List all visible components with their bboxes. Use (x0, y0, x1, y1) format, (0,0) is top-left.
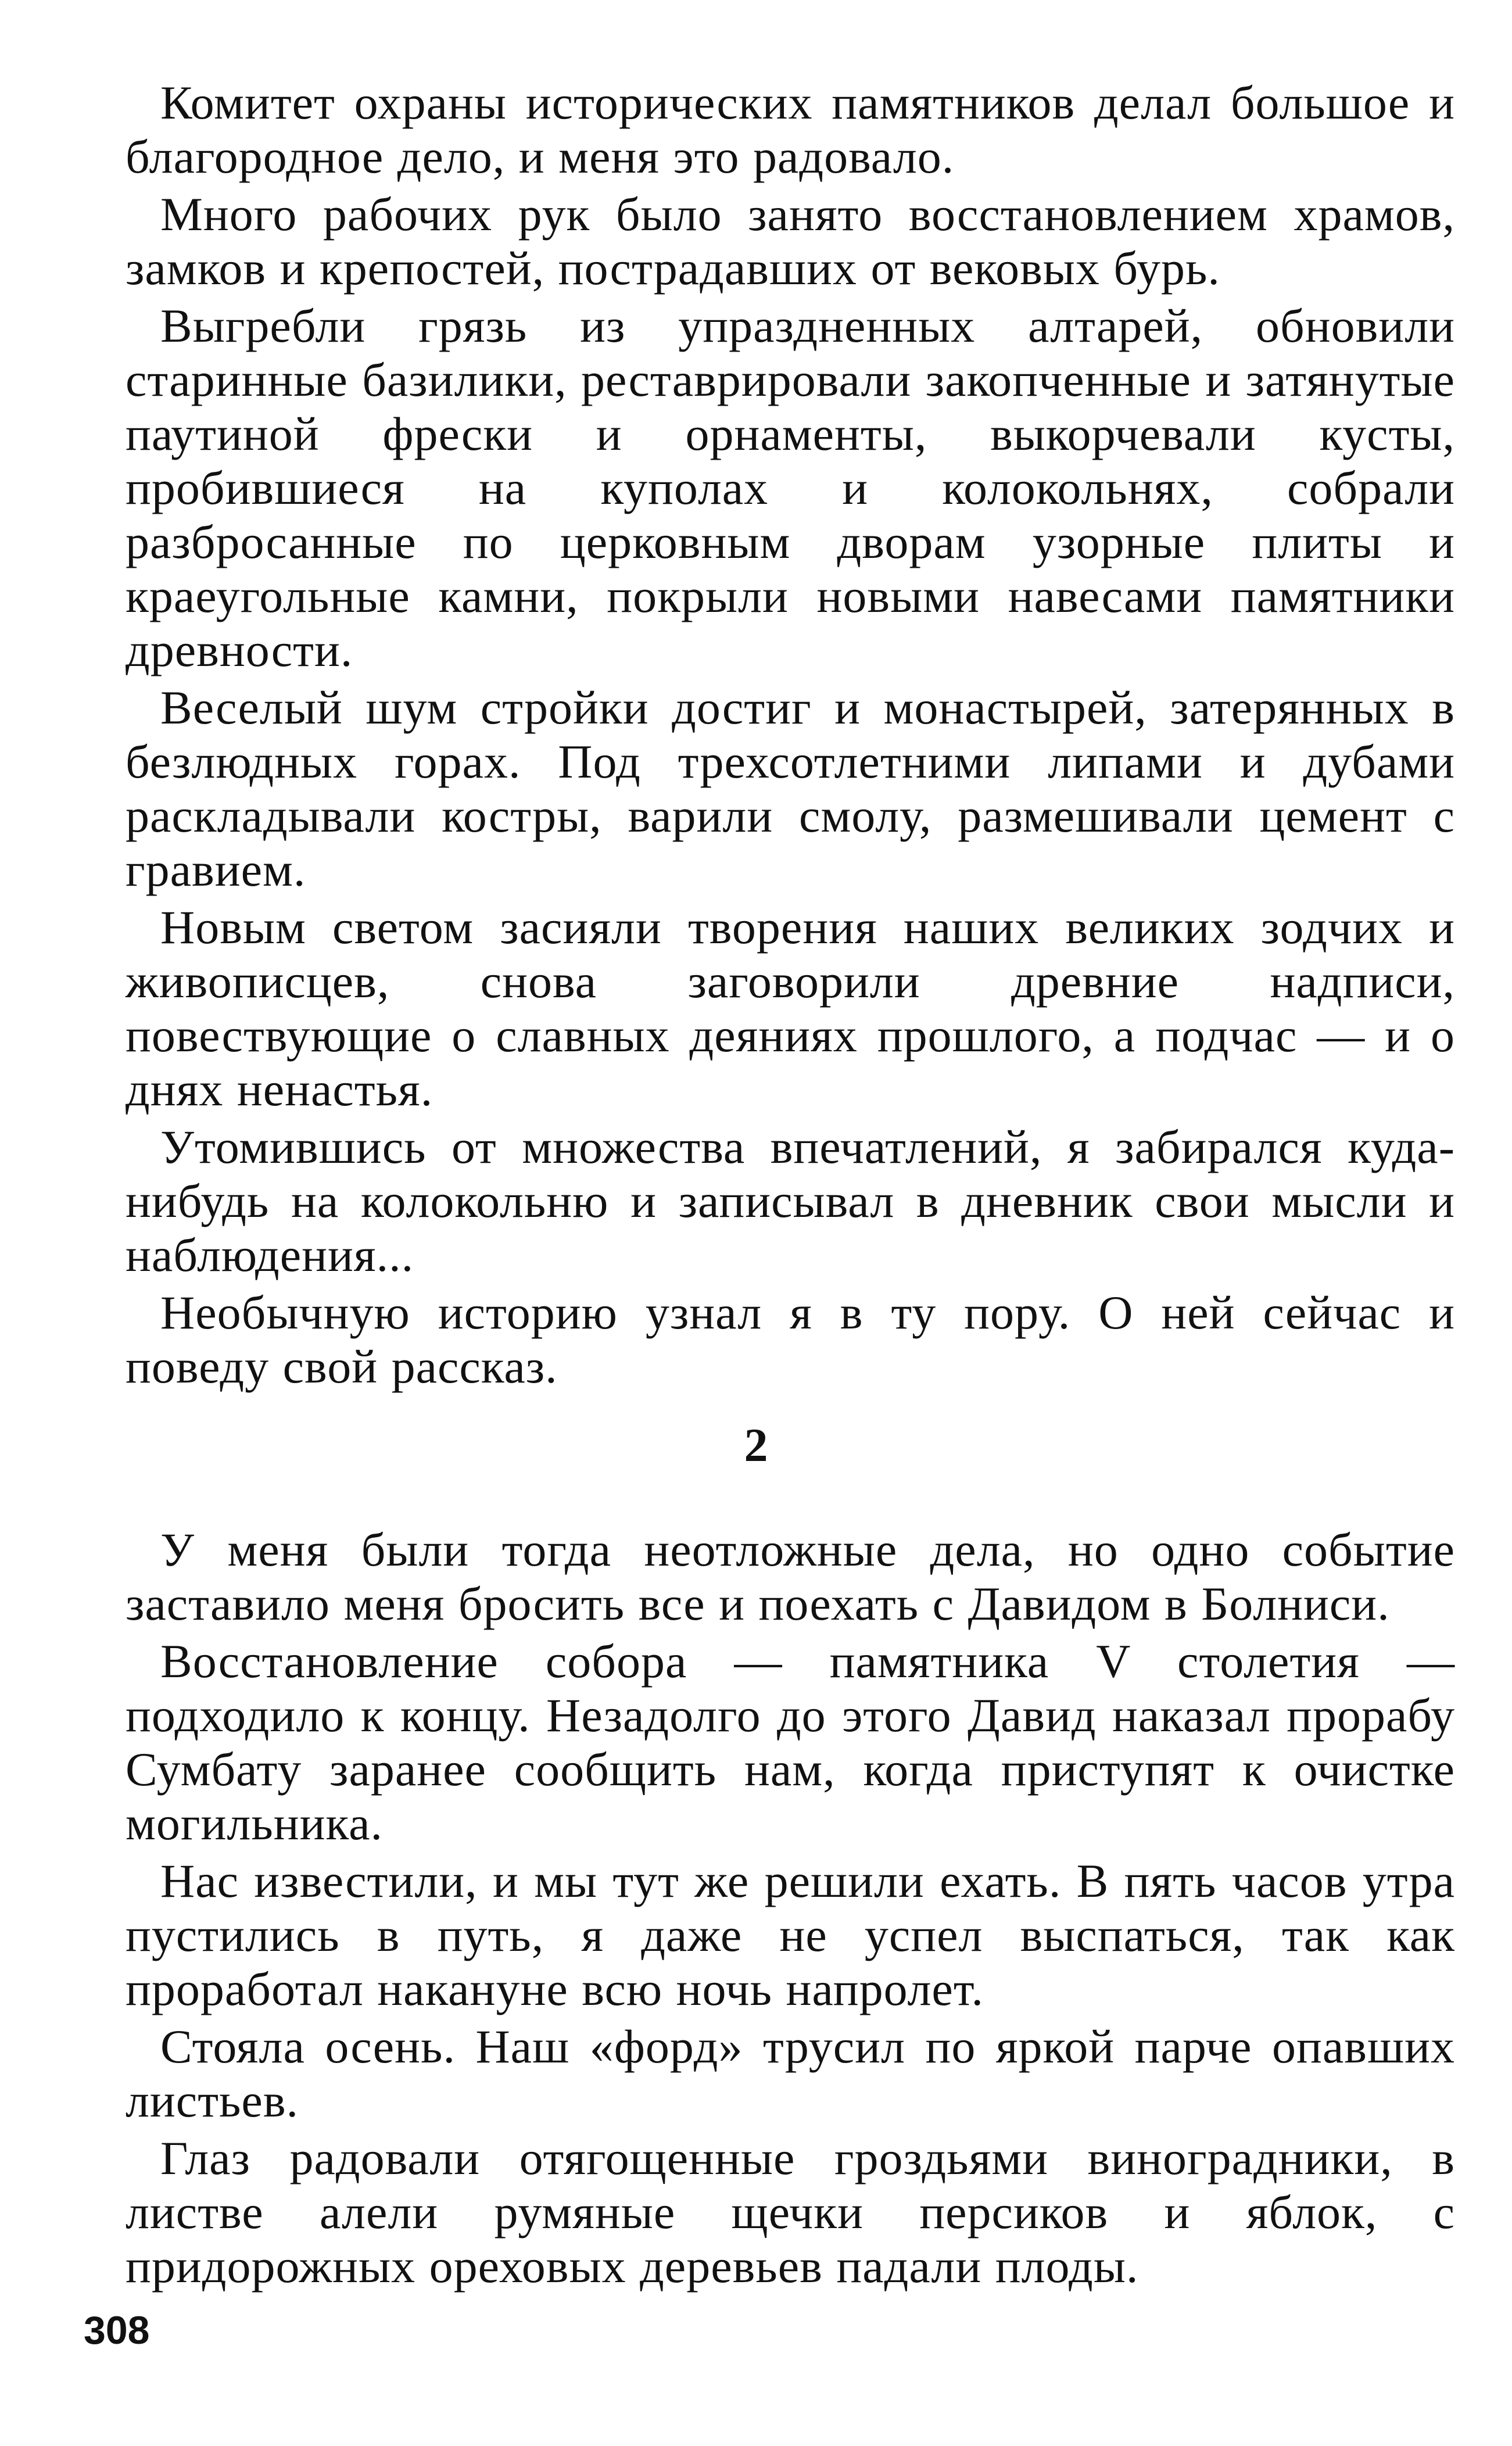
paragraph-text: Стояла осень. Наш «форд» трусил по яркой парче опавших листьев. (126, 2020, 1455, 2127)
paragraph-text: Много рабочих рук было занято восстановлением храмов, замков и крепостей, пострадавших от вековых бурь. (126, 188, 1455, 295)
paragraph-text: Необычную историю узнал я в ту пору. О ней сейчас и поведу свой рассказ. (126, 1286, 1455, 1393)
paragraph-text: Выгребли грязь из упраздненных алтарей, обновили старинные базилики, реставрировали закопченные и затянутые паутиной фрески и орнаменты, выкорчевали кусты, пробившиеся на куполах и колокольнях, собрали разбросанные по церковным дворам узорные плиты и краеугольные камни, покрыли новыми навесами памятники древности. (126, 299, 1455, 676)
page-number: 308 (84, 2308, 150, 2352)
paragraph (126, 76, 1455, 184)
paragraph (126, 299, 1455, 677)
paragraph-text: У меня были тогда неотложные дела, но одно событие заставило меня бросить все и поехать с Давидом в Болниси. (126, 1523, 1455, 1630)
paragraph-text: Комитет охраны исторических памятников делал большое и благородное дело, и меня это радовало. (126, 76, 1455, 183)
section-1-text (126, 76, 1455, 1394)
paragraph (126, 2131, 1455, 2293)
paragraph (126, 187, 1455, 295)
paragraph-text: Утомившись от множества впечатлений, я забирался куда-нибудь на колокольню и записывал в дневник свои мысли и наблюдения... (126, 1120, 1455, 1281)
paragraph-text: Нас известили, и мы тут же решили ехать. В пять часов утра пустились в путь, я даже не успел выспаться, так как проработал накануне всю ночь напролет. (126, 1854, 1455, 2015)
paragraph (126, 1285, 1455, 1394)
chapter-number: 2 (744, 1419, 768, 1471)
paragraph-text: Веселый шум стройки достиг и монастырей, затерянных в безлюдных горах. Под трехсотлетними липами и дубами раскладывали костры, варили смолу, размешивали цемент с гравием. (126, 681, 1455, 896)
paragraph-text: Восстановление собора — памятника V столетия — подходило к концу. Незадолго до этого Давид наказал прорабу Сумбату заранее сообщить нам, когда приступят к очистке могильника. (126, 1635, 1455, 1850)
paragraph-text: Новым светом засияли творения наших великих зодчих и живописцев, снова заговорили древние надписи, повествующие о славных деяниях прошлого, а подчас — и о днях ненастья. (126, 901, 1455, 1116)
paragraph (126, 1854, 1455, 2016)
paragraph (126, 681, 1455, 897)
paragraph (126, 2019, 1455, 2128)
paragraph (126, 1120, 1455, 1282)
section-2-text (126, 1523, 1455, 2293)
paragraph (126, 1523, 1455, 1631)
paragraph-text: Глаз радовали отягощенные гроздьями виноградники, в листве алели румяные щечки персиков и яблок, с придорожных ореховых деревьев падали плоды. (126, 2132, 1455, 2293)
paragraph (126, 900, 1455, 1116)
paragraph (126, 1634, 1455, 1850)
